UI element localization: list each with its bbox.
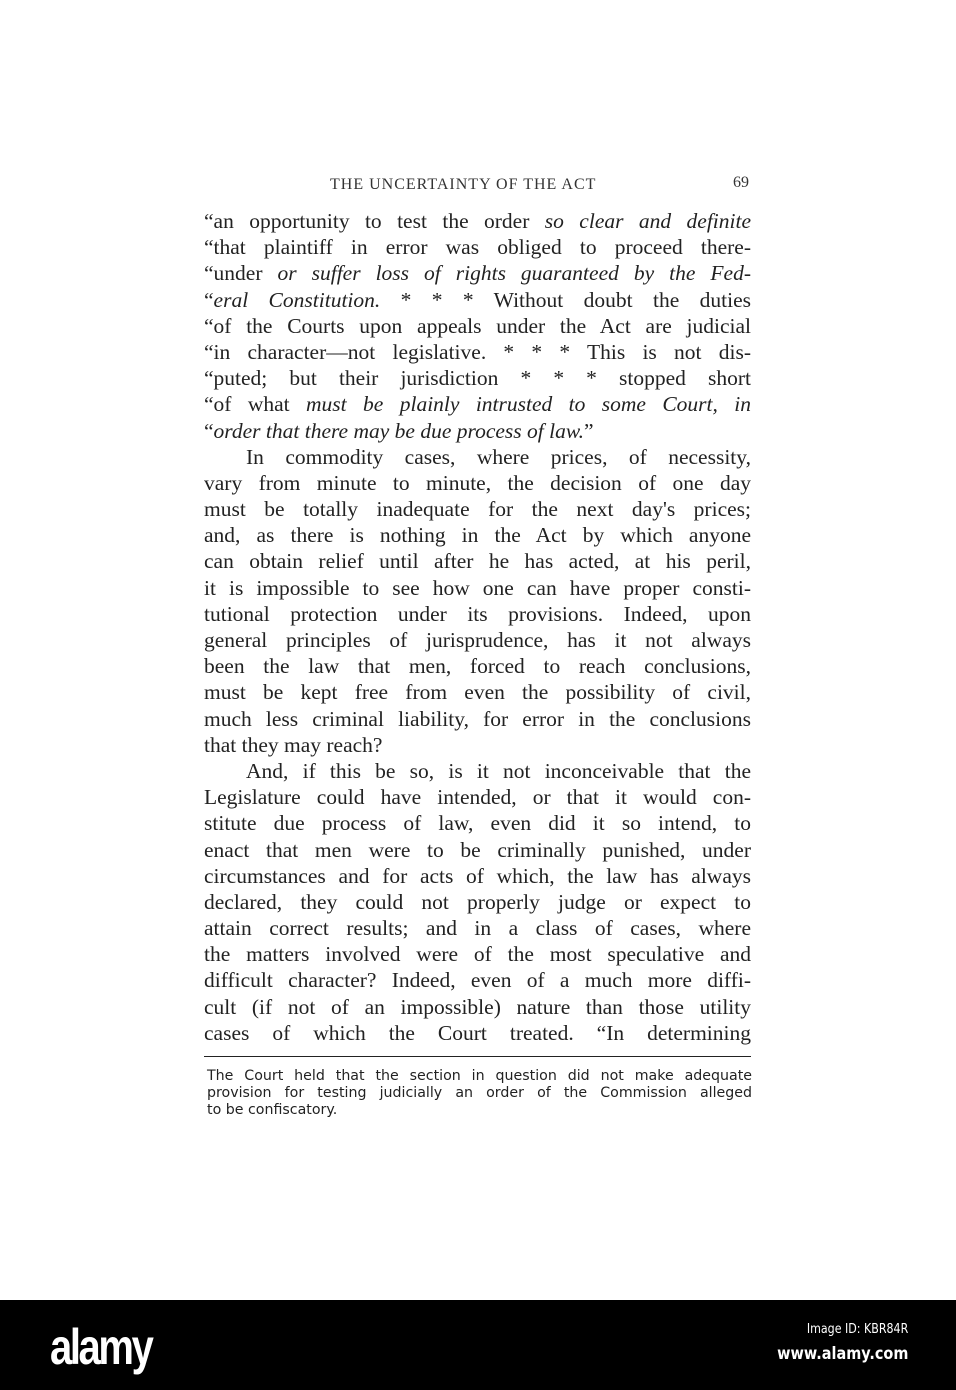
text-segment: “ <box>204 287 214 312</box>
text-line <box>204 679 751 705</box>
text-segment: must be totally inadequate for the next day's prices; <box>204 497 751 522</box>
text-segment: the matters involved were of the most speculative and <box>204 942 751 967</box>
text-segment: “that plaintiff in error was obliged to proceed there- <box>204 235 751 260</box>
text-segment: that they may reach? <box>204 732 383 757</box>
text-segment: In commodity cases, where prices, of necessity, <box>246 444 751 469</box>
text-line <box>204 837 751 863</box>
site-url: www.alamy.com <box>776 1344 908 1364</box>
text-segment: cases of which the Court treated. “In determining <box>204 1020 751 1045</box>
text-line <box>204 1020 751 1046</box>
footnote-rule <box>204 1056 751 1057</box>
text-segment: Legislature could have intended, or that it would con- <box>204 785 751 810</box>
page-number: 69 <box>733 174 749 191</box>
text-line <box>204 260 751 286</box>
watermark-bar <box>0 1300 956 1390</box>
text-line <box>204 732 751 758</box>
text-segment: it is impossible to see how one can have proper consti- <box>204 575 751 600</box>
text-line <box>204 313 751 339</box>
footnote-line: provision for testing judicially an order of the Commission alleged <box>207 1085 752 1101</box>
text-line <box>204 863 751 889</box>
text-line <box>204 575 751 601</box>
text-line <box>204 941 751 967</box>
text-line <box>204 234 751 260</box>
text-segment: enact that men were to be criminally punished, under <box>204 837 751 862</box>
text-line <box>204 522 751 548</box>
text-segment: cult (if not of an impossible) nature than those utility <box>204 994 751 1019</box>
text-segment: * * * Without doubt the duties <box>380 287 751 312</box>
text-segment: “in character—not legislative. * * * This is not dis- <box>204 339 751 364</box>
text-segment: “under <box>204 261 278 286</box>
footnote <box>207 1068 752 1119</box>
running-head: THE UNCERTAINTY OF THE ACT <box>330 176 597 193</box>
italic-text: so clear and definite <box>544 209 752 233</box>
text-line <box>204 365 751 391</box>
text-line <box>204 889 751 915</box>
text-line <box>204 784 751 810</box>
text-segment: “an opportunity to test the order <box>204 209 545 233</box>
italic-text: eral Constitution. <box>213 287 381 312</box>
text-line <box>204 208 751 234</box>
text-line <box>204 339 751 365</box>
text-line <box>204 810 751 836</box>
text-segment: general principles of jurisprudence, has it not always <box>204 628 751 652</box>
text-segment: “of the Courts upon appeals under the Act are judicial <box>204 313 751 338</box>
text-line <box>204 653 751 679</box>
alamy-logo: alamy <box>50 1319 152 1375</box>
text-segment: must be kept free from even the possibility of civil, <box>204 680 751 705</box>
text-line <box>204 418 751 444</box>
text-line <box>204 548 751 574</box>
text-line <box>204 994 751 1020</box>
text-segment: can obtain relief until after he has acted, at his peril, <box>204 549 751 574</box>
body-text <box>204 208 751 1046</box>
footnote-line: The Court held that the section in question did not make adequate <box>207 1068 752 1084</box>
italic-text: order that there may be due process of law. <box>213 418 584 443</box>
text-line <box>204 627 751 653</box>
text-line <box>204 470 751 496</box>
text-line <box>204 444 751 470</box>
text-segment: And, if this be so, is it not inconceivable that the <box>246 758 751 783</box>
text-line <box>204 758 751 784</box>
text-segment: ” <box>583 418 594 443</box>
text-segment: “ <box>204 418 214 443</box>
text-segment: and, as there is nothing in the Act by which anyone <box>204 523 751 548</box>
footnote-line: to be confiscatory. <box>207 1102 338 1118</box>
text-segment: much less criminal liability, for error in the conclusions <box>204 706 751 731</box>
text-segment: stitute due process of law, even did it so intend, to <box>204 811 751 836</box>
italic-text: or suffer loss of rights guaranteed by the Fed- <box>277 261 751 286</box>
text-segment: “of what <box>204 392 307 417</box>
text-line <box>204 496 751 522</box>
text-segment: “puted; but their jurisdiction * * * stopped short <box>204 366 751 391</box>
text-segment: attain correct results; and in a class of cases, where <box>204 916 751 941</box>
text-segment: vary from minute to minute, the decision of one day <box>204 470 751 495</box>
text-segment: difficult character? Indeed, even of a much more diffi- <box>204 968 751 993</box>
image-id: Image ID: KBR84R <box>806 1322 908 1337</box>
text-line <box>204 391 751 417</box>
text-segment: tutional protection under its provisions. Indeed, upon <box>204 601 751 626</box>
text-line <box>204 706 751 732</box>
text-line <box>204 601 751 627</box>
text-segment: declared, they could not properly judge or expect to <box>204 889 751 914</box>
text-line <box>204 915 751 941</box>
text-line <box>204 287 751 313</box>
italic-text: must be plainly intrusted to some Court, in <box>306 392 751 417</box>
text-line <box>204 967 751 993</box>
text-segment: circumstances and for acts of which, the law has always <box>204 863 751 888</box>
text-segment: been the law that men, forced to reach conclusions, <box>204 654 751 679</box>
